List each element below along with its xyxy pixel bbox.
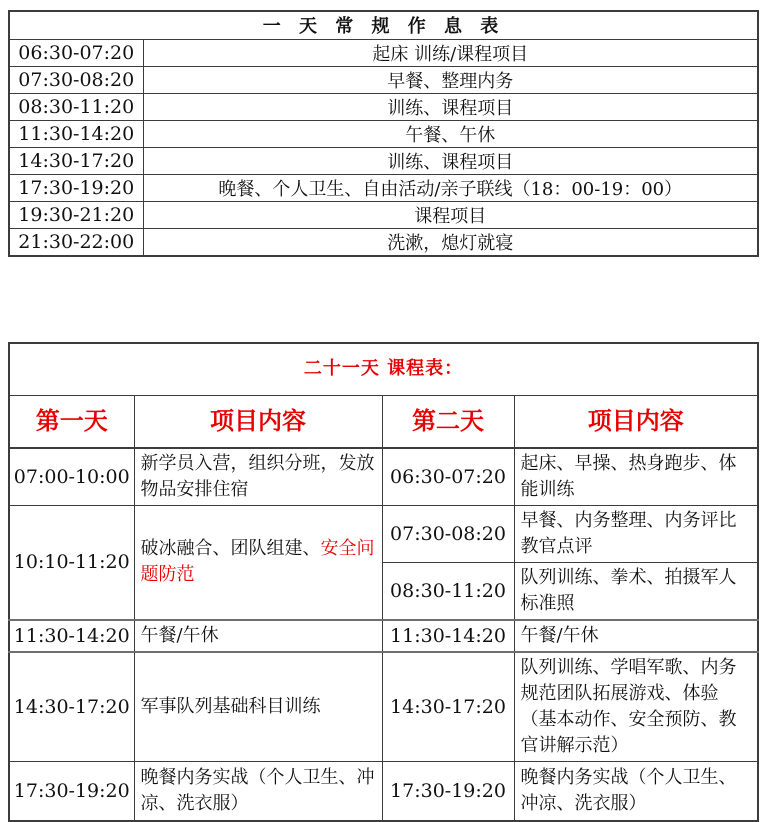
day2-time-cell: 08:30-11:20 <box>382 562 514 620</box>
day2-content-cell: 早餐、内务整理、内务评比教官点评 <box>514 505 758 562</box>
course-row-2 <box>9 505 758 562</box>
course-title-row <box>9 343 758 396</box>
day2-content-cell: 午餐/午休 <box>514 620 758 652</box>
day2-content-cell: 起床、早操、热身跑步、体能训练 <box>514 448 758 506</box>
day2-time-cell: 06:30-07:20 <box>382 448 514 506</box>
daily-row <box>9 120 758 147</box>
time-cell: 21:30-22:00 <box>9 228 143 256</box>
day1-content-cell: 午餐/午休 <box>134 620 382 652</box>
day1-content-cell: 军事队列基础科目训练 <box>134 652 382 762</box>
day2-time-cell: 07:30-08:20 <box>382 505 514 562</box>
course-row-5 <box>9 652 758 762</box>
daily-schedule-table <box>8 10 759 257</box>
header-content1: 项目内容 <box>134 396 382 448</box>
activity-cell: 起床 训练/课程项目 <box>143 39 758 66</box>
day1-time-cell: 10:10-11:20 <box>9 505 134 620</box>
time-cell: 14:30-17:20 <box>9 147 143 174</box>
day1-time-cell: 07:00-10:00 <box>9 448 134 506</box>
header-day2: 第二天 <box>382 396 514 448</box>
course-schedule-table <box>8 342 759 822</box>
content-text: 破冰融合、团队组建、 <box>141 538 321 559</box>
activity-cell: 午餐、午休 <box>143 120 758 147</box>
daily-row <box>9 39 758 66</box>
header-day1: 第一天 <box>9 396 134 448</box>
day2-time-cell: 17:30-19:20 <box>382 761 514 821</box>
time-cell: 17:30-19:20 <box>9 174 143 201</box>
daily-row <box>9 147 758 174</box>
activity-cell: 晚餐、个人卫生、自由活动/亲子联线（18：00-19：00） <box>143 174 758 201</box>
time-cell: 06:30-07:20 <box>9 39 143 66</box>
course-header-row <box>9 396 758 448</box>
day1-content-cell: 新学员入营，组织分班，发放物品安排住宿 <box>134 448 382 506</box>
day1-content-cell <box>134 505 382 620</box>
day1-time-cell: 14:30-17:20 <box>9 652 134 762</box>
course-row-1 <box>9 448 758 506</box>
day1-content-cell: 晚餐内务实战（个人卫生、冲凉、洗衣服） <box>134 761 382 821</box>
daily-row <box>9 66 758 93</box>
daily-row <box>9 228 758 256</box>
day1-time-cell: 17:30-19:20 <box>9 761 134 821</box>
time-cell: 07:30-08:20 <box>9 66 143 93</box>
header-content2: 项目内容 <box>514 396 758 448</box>
day2-content-cell: 晚餐内务实战（个人卫生、冲凉、洗衣服） <box>514 761 758 821</box>
course-table-title: 二十一天 课程表： <box>9 343 758 396</box>
activity-cell: 训练、课程项目 <box>143 93 758 120</box>
content-text-highlight: 安全问题防范 <box>141 538 375 585</box>
course-row-6 <box>9 761 758 821</box>
daily-title-row <box>9 11 758 39</box>
daily-table-title: 一 天 常 规 作 息 表 <box>9 11 758 39</box>
daily-row <box>9 201 758 228</box>
day1-time-cell: 11:30-14:20 <box>9 620 134 652</box>
daily-row <box>9 174 758 201</box>
daily-row <box>9 93 758 120</box>
activity-cell: 训练、课程项目 <box>143 147 758 174</box>
day2-time-cell: 11:30-14:20 <box>382 620 514 652</box>
activity-cell: 课程项目 <box>143 201 758 228</box>
time-cell: 11:30-14:20 <box>9 120 143 147</box>
day2-content-cell: 队列训练、拳术、拍摄军人标准照 <box>514 562 758 620</box>
activity-cell: 洗漱，熄灯就寝 <box>143 228 758 256</box>
course-row-4 <box>9 620 758 652</box>
activity-cell: 早餐、整理内务 <box>143 66 758 93</box>
time-cell: 19:30-21:20 <box>9 201 143 228</box>
day2-time-cell: 14:30-17:20 <box>382 652 514 762</box>
day2-content-cell: 队列训练、学唱军歌、内务规范团队拓展游戏、体验（基本动作、安全预防、教官讲解示范） <box>514 652 758 762</box>
time-cell: 08:30-11:20 <box>9 93 143 120</box>
